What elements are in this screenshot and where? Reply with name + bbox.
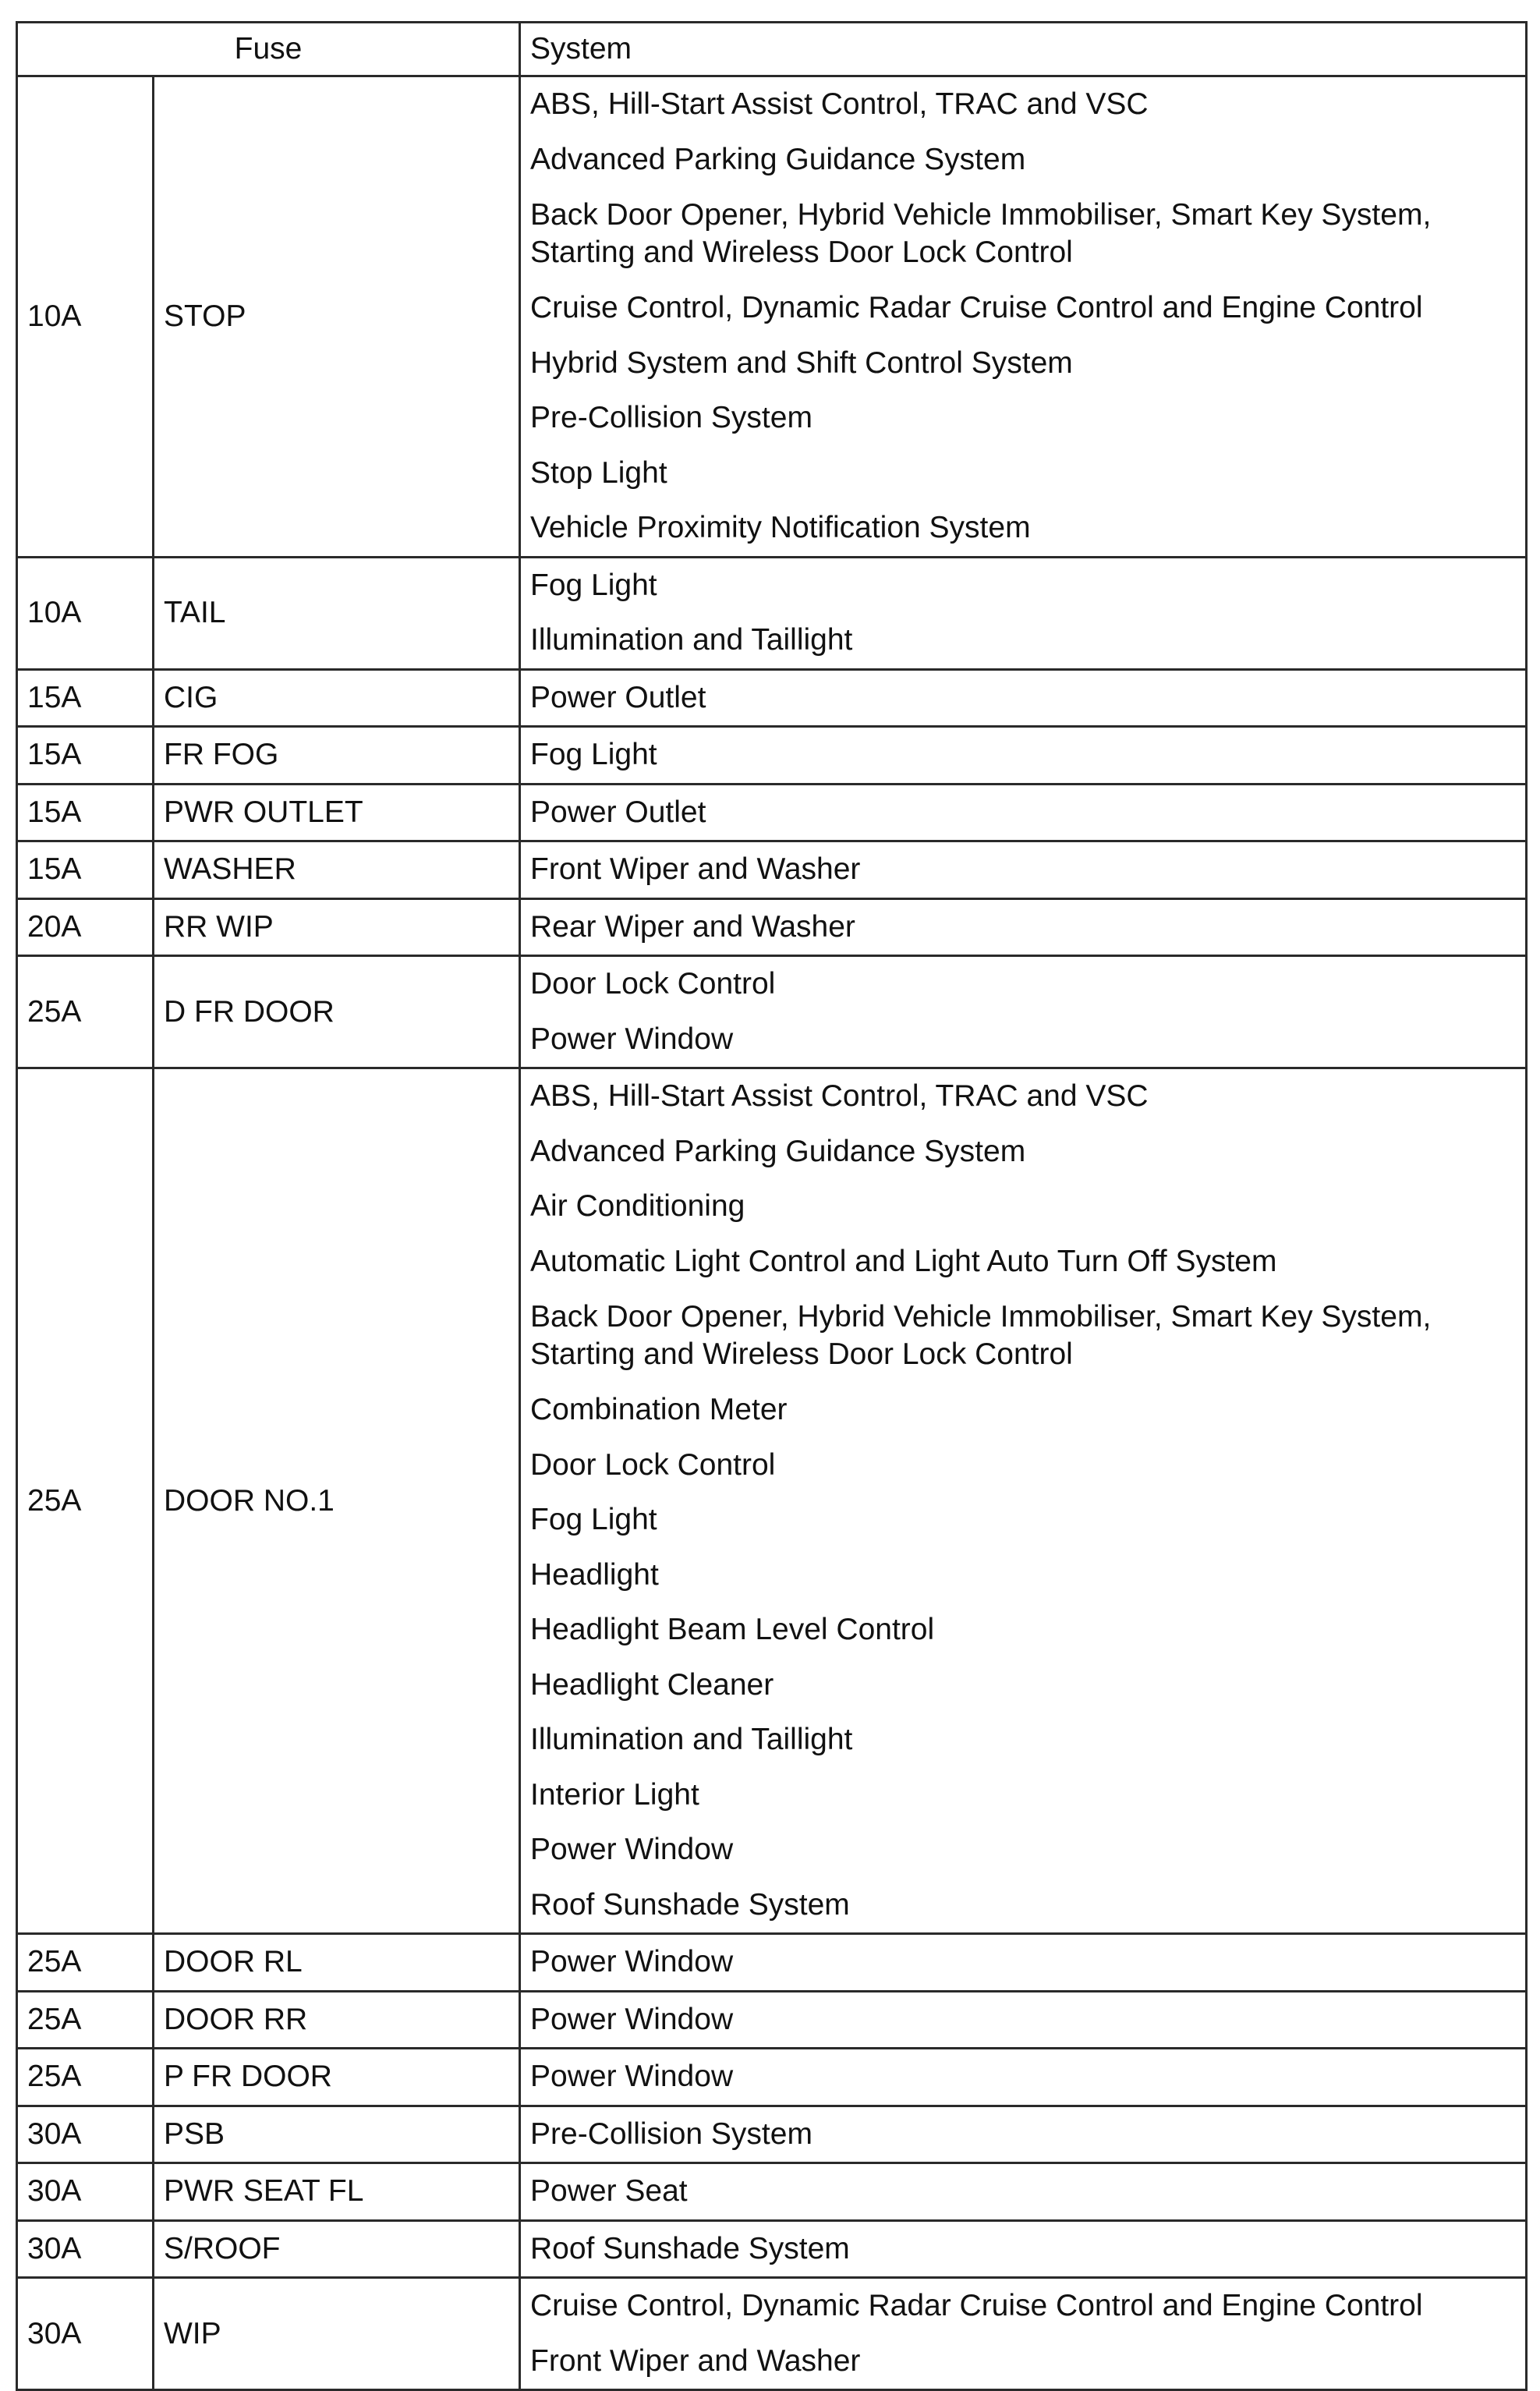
system-item: Vehicle Proximity Notification System bbox=[530, 511, 1031, 545]
system-item: Front Wiper and Washer bbox=[530, 852, 861, 887]
fuse-name: STOP bbox=[154, 76, 520, 558]
table-row bbox=[17, 76, 1527, 558]
fuse-amperage: 10A bbox=[17, 76, 154, 558]
system-column-header: System bbox=[520, 23, 1527, 76]
system-item: Front Wiper and Washer bbox=[530, 2343, 861, 2378]
system-item: Back Door Opener, Hybrid Vehicle Immobiliser, Smart Key System, Starting and Wireless Door Lock Control bbox=[530, 1300, 1432, 1371]
fuse-systems bbox=[520, 2049, 1527, 2106]
fuse-name: CIG bbox=[154, 669, 520, 727]
fuse-table bbox=[16, 21, 1528, 2391]
system-item: Automatic Light Control and Light Auto Turn Off System bbox=[530, 1244, 1277, 1278]
table-body bbox=[17, 76, 1527, 2390]
fuse-amperage: 25A bbox=[17, 2049, 154, 2106]
table-row bbox=[17, 727, 1527, 785]
fuse-amperage: 25A bbox=[17, 1068, 154, 1934]
fuse-amperage: 30A bbox=[17, 2220, 154, 2278]
fuse-amperage: 20A bbox=[17, 898, 154, 956]
fuse-amperage: 25A bbox=[17, 956, 154, 1068]
fuse-amperage: 15A bbox=[17, 784, 154, 841]
system-item: Roof Sunshade System bbox=[530, 1887, 850, 1922]
fuse-name: WIP bbox=[154, 2278, 520, 2390]
fuse-systems bbox=[520, 669, 1527, 727]
fuse-column-header: Fuse bbox=[17, 23, 520, 76]
fuse-amperage: 30A bbox=[17, 2278, 154, 2390]
system-item: Door Lock Control bbox=[530, 967, 776, 1001]
fuse-amperage: 30A bbox=[17, 2106, 154, 2163]
table-row bbox=[17, 557, 1527, 669]
system-item: Pre-Collision System bbox=[530, 401, 812, 435]
fuse-name: PWR OUTLET bbox=[154, 784, 520, 841]
system-item: Illumination and Taillight bbox=[530, 1723, 853, 1757]
system-item: Fog Light bbox=[530, 568, 657, 602]
system-item: Rear Wiper and Washer bbox=[530, 909, 855, 944]
fuse-name: DOOR NO.1 bbox=[154, 1068, 520, 1934]
table-row bbox=[17, 898, 1527, 956]
fuse-amperage: 15A bbox=[17, 841, 154, 899]
table-row bbox=[17, 1934, 1527, 1992]
system-item: Headlight Beam Level Control bbox=[530, 1613, 935, 1647]
table-row bbox=[17, 784, 1527, 841]
system-item: Power Seat bbox=[530, 2174, 688, 2209]
fuse-table-container bbox=[16, 21, 1525, 2391]
fuse-systems bbox=[520, 898, 1527, 956]
system-item: Cruise Control, Dynamic Radar Cruise Control and Engine Control bbox=[530, 2289, 1423, 2323]
system-item: Stop Light bbox=[530, 455, 667, 490]
system-item: Power Outlet bbox=[530, 795, 706, 829]
system-item: Air Conditioning bbox=[530, 1189, 745, 1224]
table-row bbox=[17, 1991, 1527, 2049]
system-item: Power Window bbox=[530, 1945, 734, 1979]
fuse-systems bbox=[520, 2278, 1527, 2390]
table-row bbox=[17, 956, 1527, 1068]
fuse-systems bbox=[520, 557, 1527, 669]
system-item: ABS, Hill-Start Assist Control, TRAC and VSC bbox=[530, 1079, 1149, 1114]
fuse-amperage: 25A bbox=[17, 1934, 154, 1992]
system-item: Headlight Cleaner bbox=[530, 1667, 774, 1702]
table-row bbox=[17, 841, 1527, 899]
fuse-name: S/ROOF bbox=[154, 2220, 520, 2278]
system-item: Roof Sunshade System bbox=[530, 2231, 850, 2265]
fuse-systems bbox=[520, 1991, 1527, 2049]
system-item: Interior Light bbox=[530, 1777, 699, 1812]
fuse-systems bbox=[520, 76, 1527, 558]
fuse-name: DOOR RL bbox=[154, 1934, 520, 1992]
fuse-systems bbox=[520, 727, 1527, 785]
table-row bbox=[17, 2163, 1527, 2221]
table-row bbox=[17, 2220, 1527, 2278]
fuse-name: P FR DOOR bbox=[154, 2049, 520, 2106]
system-item: Illumination and Taillight bbox=[530, 623, 853, 657]
system-item: Hybrid System and Shift Control System bbox=[530, 345, 1073, 380]
table-row bbox=[17, 669, 1527, 727]
system-item: Advanced Parking Guidance System bbox=[530, 142, 1026, 176]
system-item: Fog Light bbox=[530, 1503, 657, 1537]
fuse-amperage: 15A bbox=[17, 669, 154, 727]
fuse-name: PSB bbox=[154, 2106, 520, 2163]
system-item: Power Window bbox=[530, 2060, 734, 2094]
fuse-name: TAIL bbox=[154, 557, 520, 669]
fuse-amperage: 10A bbox=[17, 557, 154, 669]
system-item: Door Lock Control bbox=[530, 1447, 776, 1482]
fuse-systems bbox=[520, 784, 1527, 841]
fuse-systems bbox=[520, 1934, 1527, 1992]
system-item: Power Window bbox=[530, 1833, 734, 1867]
table-row bbox=[17, 2049, 1527, 2106]
system-item: Fog Light bbox=[530, 738, 657, 772]
system-item: Back Door Opener, Hybrid Vehicle Immobiliser, Smart Key System, Starting and Wireless Door Lock Control bbox=[530, 198, 1432, 269]
fuse-name: FR FOG bbox=[154, 727, 520, 785]
fuse-systems bbox=[520, 956, 1527, 1068]
fuse-systems bbox=[520, 2106, 1527, 2163]
fuse-name: RR WIP bbox=[154, 898, 520, 956]
fuse-systems bbox=[520, 2220, 1527, 2278]
fuse-name: DOOR RR bbox=[154, 1991, 520, 2049]
header-row bbox=[17, 23, 1527, 76]
system-item: ABS, Hill-Start Assist Control, TRAC and VSC bbox=[530, 87, 1149, 122]
system-item: Power Outlet bbox=[530, 680, 706, 714]
system-item: Power Window bbox=[530, 2002, 734, 2036]
system-item: Power Window bbox=[530, 1022, 734, 1056]
table-row bbox=[17, 2278, 1527, 2390]
system-item: Headlight bbox=[530, 1557, 659, 1592]
fuse-amperage: 15A bbox=[17, 727, 154, 785]
fuse-name: WASHER bbox=[154, 841, 520, 899]
fuse-name: PWR SEAT FL bbox=[154, 2163, 520, 2221]
system-item: Combination Meter bbox=[530, 1393, 788, 1427]
fuse-systems bbox=[520, 1068, 1527, 1934]
table-header bbox=[17, 23, 1527, 76]
system-item: Pre-Collision System bbox=[530, 2116, 812, 2151]
fuse-systems bbox=[520, 2163, 1527, 2221]
table-row bbox=[17, 2106, 1527, 2163]
fuse-systems bbox=[520, 841, 1527, 899]
fuse-name: D FR DOOR bbox=[154, 956, 520, 1068]
fuse-amperage: 25A bbox=[17, 1991, 154, 2049]
system-item: Advanced Parking Guidance System bbox=[530, 1134, 1026, 1168]
table-row bbox=[17, 1068, 1527, 1934]
system-item: Cruise Control, Dynamic Radar Cruise Control and Engine Control bbox=[530, 291, 1423, 325]
fuse-amperage: 30A bbox=[17, 2163, 154, 2221]
